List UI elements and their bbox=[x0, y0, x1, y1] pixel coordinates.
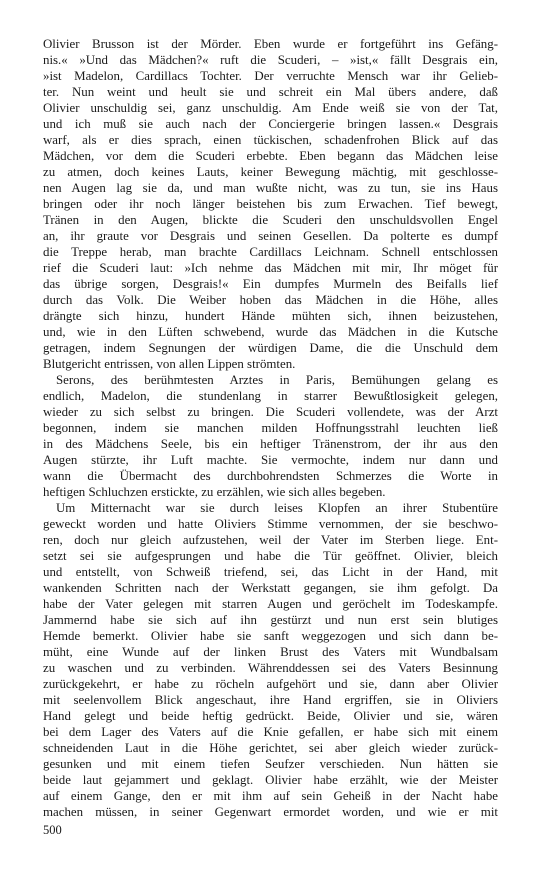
text-line: Augen stürzte, ihr Luft machte. Sie vermochte, indem nur dann und bbox=[43, 453, 498, 467]
text-line: die Treppe herab, man brachte Cardillacs Leichnam. Schnell entschlossen bbox=[43, 245, 498, 259]
paragraph-3 bbox=[43, 500, 498, 820]
text-line: mit seelenvollem Blick angeschaut, ihre Hand ergriffen, sie in Oliviers bbox=[43, 693, 498, 707]
text-line: nen Augen lag sie da, und man wußte nicht, was zu tun, sie ins Haus bbox=[43, 181, 498, 195]
text-line: und, wie in den Lüften schwebend, wurde das Mädchen in die Kutsche bbox=[43, 325, 498, 339]
text-line: Olivier unschuldig sei, ganz unschuldig. Am Ende weiß sie von der Tat, bbox=[43, 101, 498, 115]
text-line: zu waschen und zu verbinden. Währenddessen sei des Vaters Besinnung bbox=[43, 661, 498, 675]
text-line: warf, als er dies sprach, einen tückischen, schadenfrohen Blick auf das bbox=[43, 133, 498, 147]
text-line: heftigen Schluchzen erstickte, zu erzählen, wie sich alles begeben. bbox=[43, 485, 386, 499]
text-line: Hemde bemerkt. Olivier habe sie sanft weggezogen und sich dann be- bbox=[43, 629, 498, 643]
text-line: Jammernd habe sie sich auf ihn gestürzt und nun erst sein blutiges bbox=[43, 613, 498, 627]
text-line: »ist Madelon, Cardillacs Tochter. Der verruchte Mensch war ihr Gelieb- bbox=[43, 69, 498, 83]
text-line: bringen oder ihr noch länger beistehen bis zum Erwachen. Tief bewegt, bbox=[43, 197, 498, 211]
text-line: geweckt worden und hatte Oliviers Stimme vernommen, der sie beschwo- bbox=[43, 517, 498, 531]
text-line: Olivier Brusson ist der Mörder. Eben wurde er fortgeführt ins Gefäng- bbox=[43, 37, 498, 51]
text-line: in des Mädchens Seele, bis ein heftiger Tränenstrom, der ihr aus den bbox=[43, 437, 498, 451]
text-line: an, ihr graute vor Desgrais und seinen Gesellen. Da polterte es dumpf bbox=[43, 229, 498, 243]
text-line: Hand gelegt und beide heftig gedrückt. Beide, Olivier und sie, wären bbox=[43, 709, 498, 723]
text-line: habe der Vater gelegen mit starren Augen und geröchelt im Todeskampfe. bbox=[43, 597, 498, 611]
text-line: endlich, Madelon, die stundenlang in starrer Bewußtlosigkeit gelegen, bbox=[43, 389, 498, 403]
text-line: auf einem Gange, den er mit ihm auf sein Geheiß in der Nacht habe bbox=[43, 789, 498, 803]
text-line: ren, doch nur gleich aufzustehen, weil der Vater im Sterben liege. Ent- bbox=[43, 533, 498, 547]
text-line: drängte sich hinzu, hundert Hände mühten sich, ihnen beizustehen, bbox=[43, 309, 498, 323]
text-line: machen müssen, in seiner Gegenwart ermordet worden, und wie er mit bbox=[43, 805, 498, 819]
text-line: und ich muß sie auch nach der Conciergerie bringen lassen.« Desgrais bbox=[43, 117, 498, 131]
text-line: wieder zu sich selbst zu bringen. Die Scuderi vollendete, was der Arzt bbox=[43, 405, 498, 419]
text-line: zu atmen, doch keines Lauts, keiner Bewegung mächtig, mit geschlosse- bbox=[43, 165, 498, 179]
text-line: nis.« »Und das Mädchen?« ruft die Scuderi, – »ist,« fällt Desgrais ein, bbox=[43, 53, 498, 67]
text-line: schneidenden Laut in die Höhe gerichtet, sei aber gleich wieder zurück- bbox=[43, 741, 498, 755]
page-number: 500 bbox=[43, 823, 62, 837]
text-line: Mädchen, vor dem die Scuderi erbebte. Eben begann das Mädchen leise bbox=[43, 149, 498, 163]
text-line: gesunken und mit einem tiefen Seufzer verschieden. Nun hätten sie bbox=[43, 757, 498, 771]
text-line: Blutgericht entrissen, von allen Lippen strömten. bbox=[43, 357, 296, 371]
text-line: wann die Übermacht des durchbohrendsten Schmerzes die Worte in bbox=[43, 469, 498, 483]
paragraph-2 bbox=[43, 372, 498, 500]
text-line: und entstellt, von Schweiß triefend, sei, das Licht in der Hand, mit bbox=[43, 565, 498, 579]
text-line: Um Mitternacht war sie durch leises Klopfen an ihrer Stubentüre bbox=[56, 501, 498, 515]
text-line: das übrige sorgen, Desgrais!« Ein dumpfes Murmeln des Beifalls lief bbox=[43, 277, 498, 291]
text-line: setzt sei sie aufgesprungen und habe die Tür geöffnet. Olivier, bleich bbox=[43, 549, 498, 563]
text-line: Serons, des berühmtesten Arztes in Paris, Bemühungen gelang es bbox=[56, 373, 498, 387]
paragraph-1 bbox=[43, 36, 498, 372]
text-line: rief die Scuderi laut: »Ich nehme das Mädchen mit mir, Ihr möget für bbox=[43, 261, 498, 275]
text-line: bei dem Lager des Vaters auf die Knie gefallen, er habe sich mit einem bbox=[43, 725, 498, 739]
text-line: begonnen, indem sie manchen milden Hoffnungsstrahl leuchten ließ bbox=[43, 421, 498, 435]
text-line: beide laut gejammert und geklagt. Olivier habe erzählt, wie der Meister bbox=[43, 773, 498, 787]
text-line: müht, eine Wunde auf der linken Brust des Vaters mit Wundbalsam bbox=[43, 645, 498, 659]
page-body bbox=[43, 36, 498, 820]
text-line: Tränen in den Augen, blickte die Scuderi den unschuldsvollen Engel bbox=[43, 213, 498, 227]
text-line: zurückgekehrt, er habe zu röcheln aufgehört und sie, dann aber Olivier bbox=[43, 677, 498, 691]
text-line: wankenden Schritten nach der Werkstatt gegangen, sie ihm gefolgt. Da bbox=[43, 581, 498, 595]
text-line: getragen, indem Segnungen der würdigen Dame, die die Unschuld dem bbox=[43, 341, 498, 355]
text-line: durch das Volk. Die Weiber hoben das Mädchen in die Höhe, alles bbox=[43, 293, 498, 307]
text-line: ter. Nun weint und heult sie und schreit ein Mal übers andere, daß bbox=[43, 85, 498, 99]
